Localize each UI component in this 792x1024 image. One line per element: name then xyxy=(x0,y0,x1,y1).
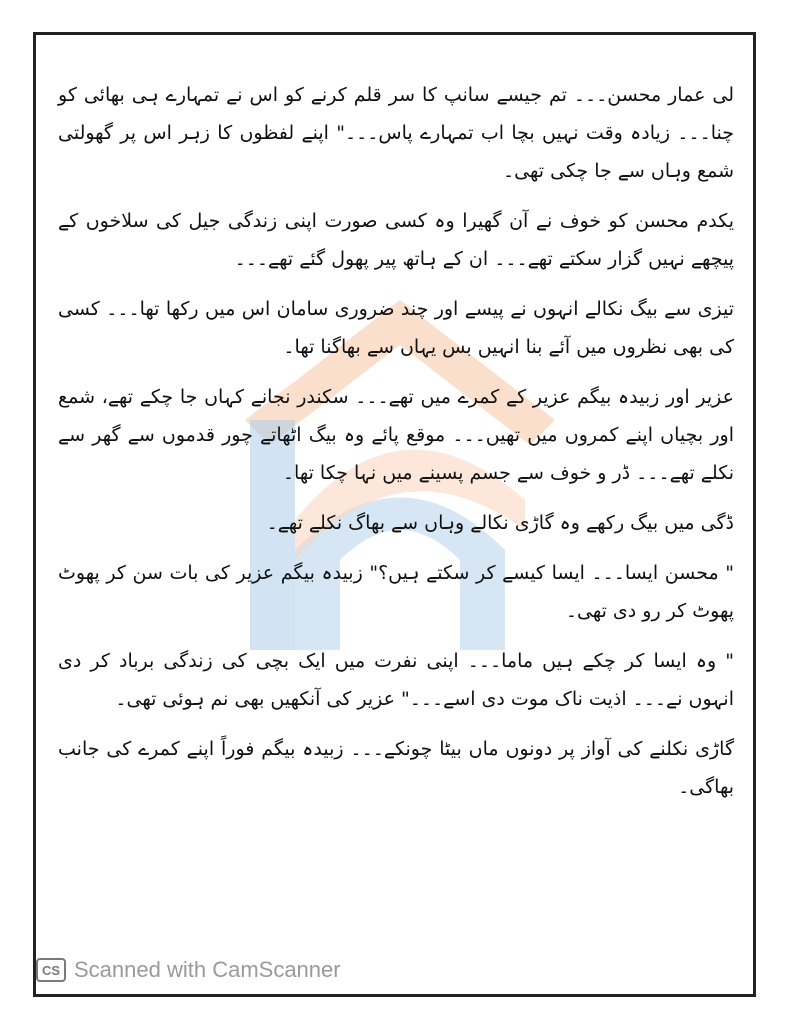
paragraph-7: " وہ ایسا کر چکے ہیں ماما۔۔۔ اپنی نفرت میں ایک بچی کی زندگی برباد کر دی انہوں نے۔۔۔ اذیت ناک موت دی اسے۔۔۔" عزیر کی آنکھیں بھی نم ہوئی تھی۔ xyxy=(58,650,734,710)
paragraph-1: لی عمار محسن۔۔۔ تم جیسے سانپ کا سر قلم کرنے کو اس نے تمہارے ہی بھائی کو چنا۔۔۔ زیادہ وقت نہیں بچا اب تمہارے پاس۔۔۔" اپنے لفظوں کا زہر اس پر گھولتی شمع وہاں سے جا چکی تھی۔ xyxy=(58,84,734,182)
camscanner-icon: CS xyxy=(36,958,66,982)
paragraph-2: یکدم محسن کو خوف نے آن گھیرا وہ کسی صورت اپنی زندگی جیل کی سلاخوں کے پیچھے نہیں گزار سکتے تھے۔۔۔ ان کے ہاتھ پیر پھول گئے تھے۔۔۔ xyxy=(58,210,734,270)
scanner-stamp xyxy=(36,957,341,983)
paragraph-4: عزیر اور زبیدہ بیگم عزیر کے کمرے میں تھے۔۔۔ سکندر نجانے کہاں جا چکے تھے، شمع اور بچیاں اپنے کمروں میں تھیں۔۔۔ موقع پائے وہ بیگ اٹھاتے چور قدموں سے گھر سے نکلے تھے۔۔۔ ڈر و خوف سے جسم پسینے میں نہا چکا تھا۔ xyxy=(58,386,734,484)
paragraph-6: " محسن ایسا۔۔۔ ایسا کیسے کر سکتے ہیں؟" زبیدہ بیگم عزیر کی بات سن کر پھوٹ پھوٹ کر رو دی تھی۔ xyxy=(58,562,734,622)
paragraph-5: ڈگی میں بیگ رکھے وہ گاڑی نکالے وہاں سے بھاگ نکلے تھے۔ xyxy=(266,512,734,534)
paragraph-3: تیزی سے بیگ نکالے انہوں نے پیسے اور چند ضروری سامان اس میں رکھا تھا۔۔۔ کسی کی بھی نظروں میں آئے بنا انہیں بس یہاں سے بھاگنا تھا۔ xyxy=(58,298,734,358)
paragraph-8: گاڑی نکلنے کی آواز پر دونوں ماں بیٹا چونکے۔۔۔ زبیدہ بیگم فوراً اپنے کمرے کی جانب بھاگی۔ xyxy=(58,738,734,798)
scanner-label: Scanned with CamScanner xyxy=(74,957,341,982)
urdu-text-body xyxy=(58,76,734,818)
